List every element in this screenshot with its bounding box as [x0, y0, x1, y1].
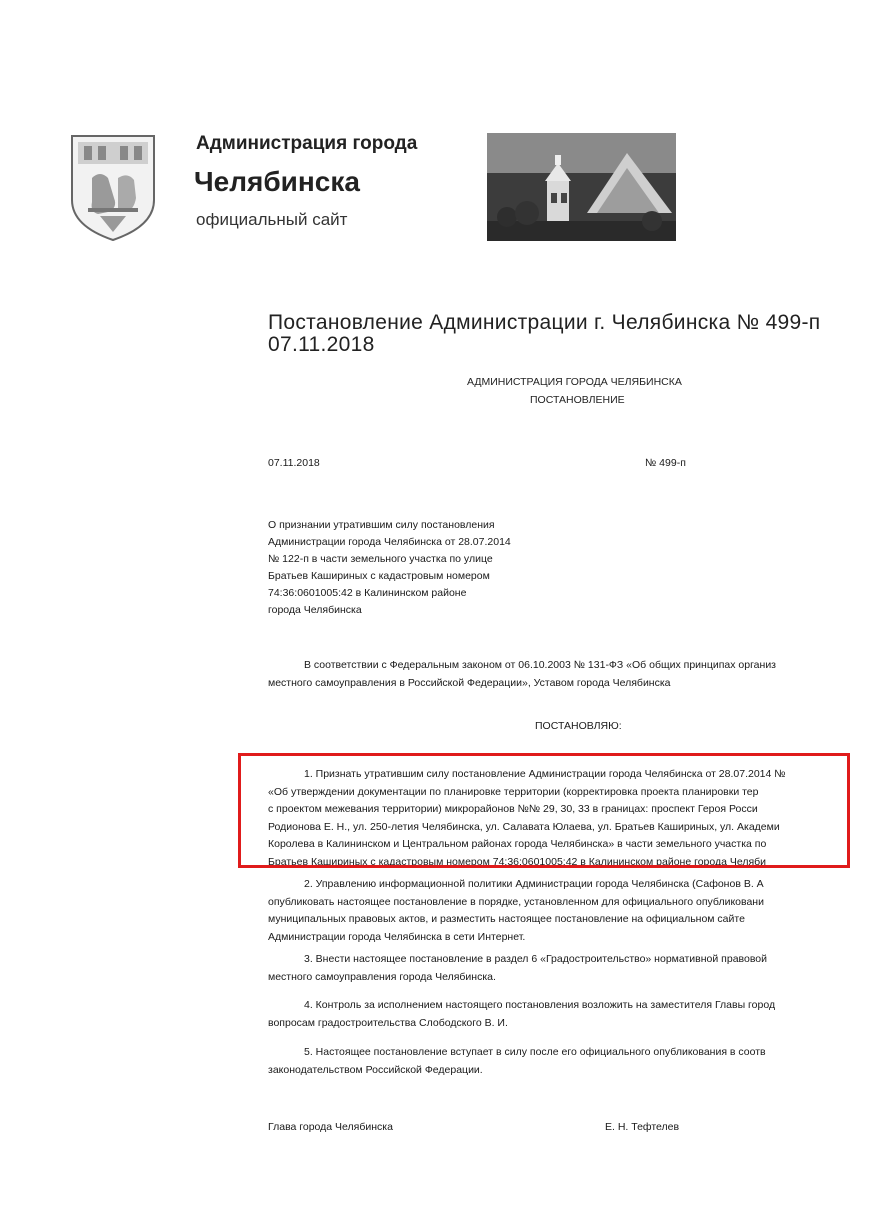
site-title-line2: Челябинска — [194, 166, 360, 197]
subject-line: № 122-п в части земельного участка по улице — [268, 553, 493, 565]
decree-word: ПОСТАНОВЛЯЮ: — [535, 720, 622, 732]
item-2-line: опубликовать настоящее постановление в порядке, установленном для официального опубликовани — [268, 895, 764, 908]
item-5 — [268, 1044, 834, 1079]
org-name: АДМИНИСТРАЦИЯ ГОРОДА ЧЕЛЯБИНСКА — [467, 376, 682, 388]
subject-line: О признании утратившим силу постановления — [268, 519, 495, 531]
item-1-line: Королева в Калининском и Центральном районах города Челябинска» в части земельного участка по — [268, 838, 767, 850]
item-1-line: Родионова Е. Н., ул. 250-летия Челябинска, ул. Салавата Юлаева, ул. Братьев Кашириных, ул. Академи — [268, 820, 780, 833]
item-2-line: муниципальных правовых актов, и разместить настоящее постановление на официальном сайте — [268, 913, 745, 925]
subject-line: города Челябинска — [268, 604, 362, 616]
item-3-line: 3. Внести настоящее постановление в раздел 6 «Градостроительство» нормативной правовой — [304, 953, 767, 965]
item-5-line: законодательством Российской Федерации. — [268, 1063, 483, 1076]
item-5-line: 5. Настоящее постановление вступает в силу после его официального опубликования в соотв — [304, 1046, 766, 1058]
highlight-box — [238, 753, 850, 868]
item-4 — [268, 997, 834, 1032]
item-1-line: 1. Признать утратившим силу постановление Администрации города Челябинска от 28.07.2014 № — [304, 768, 786, 780]
preamble — [268, 657, 834, 692]
doc-number: № 499-п — [645, 457, 686, 469]
doc-date: 07.11.2018 — [268, 457, 320, 469]
item-3-line: местного самоуправления города Челябинска. — [268, 970, 496, 983]
preamble-line: В соответствии с Федеральным законом от 06.10.2003 № 131-ФЗ «Об общих принципах организ — [304, 659, 776, 671]
item-3 — [268, 951, 834, 986]
item-2-line: 2. Управлению информационной политики Администрации города Челябинска (Сафонов В. А — [304, 878, 764, 890]
subject-line: 74:36:0601005:42 в Калининском районе — [268, 587, 467, 599]
document-title-line2: 07.11.2018 — [268, 333, 375, 356]
item-2-line: Администрации города Челябинска в сети Интернет. — [268, 930, 526, 943]
subject-line: Администрации города Челябинска от 28.07.2014 — [268, 536, 511, 548]
site-subtitle: официальный сайт — [196, 210, 348, 229]
item-1-line: «Об утверждении документации по планировке территории (корректировка проекта планировки тер — [268, 785, 759, 798]
item-1-line: с проектом межевания территории) микрорайонов №№ 29, 30, 33 в границах: проспект Героя Росси — [268, 803, 758, 815]
coat-of-arms-icon — [70, 134, 156, 242]
doc-subject — [268, 517, 511, 619]
document-title-line1: Постановление Администрации г. Челябинска № 499-п — [268, 312, 821, 334]
header-photo — [487, 133, 676, 241]
item-4-line: 4. Контроль за исполнением настоящего постановления возложить на заместителя Главы город — [304, 999, 776, 1011]
item-2 — [268, 876, 834, 946]
doc-type: ПОСТАНОВЛЕНИЕ — [530, 394, 625, 406]
signer-name: Е. Н. Тефтелев — [605, 1121, 680, 1133]
signer-position: Глава города Челябинска — [268, 1121, 393, 1133]
document-title — [268, 312, 870, 356]
item-4-line: вопросам градостроительства Слободского В. И. — [268, 1016, 508, 1029]
preamble-line: местного самоуправления в Российской Федерации», Уставом города Челябинска — [268, 676, 671, 689]
site-title-line1: Администрация города — [196, 133, 418, 154]
subject-line: Братьев Кашириных с кадастровым номером — [268, 570, 490, 582]
item-1-line: Братьев Кашириных с кадастровым номером 74:36:0601005:42 в Калининском районе города Челяби — [268, 855, 767, 868]
